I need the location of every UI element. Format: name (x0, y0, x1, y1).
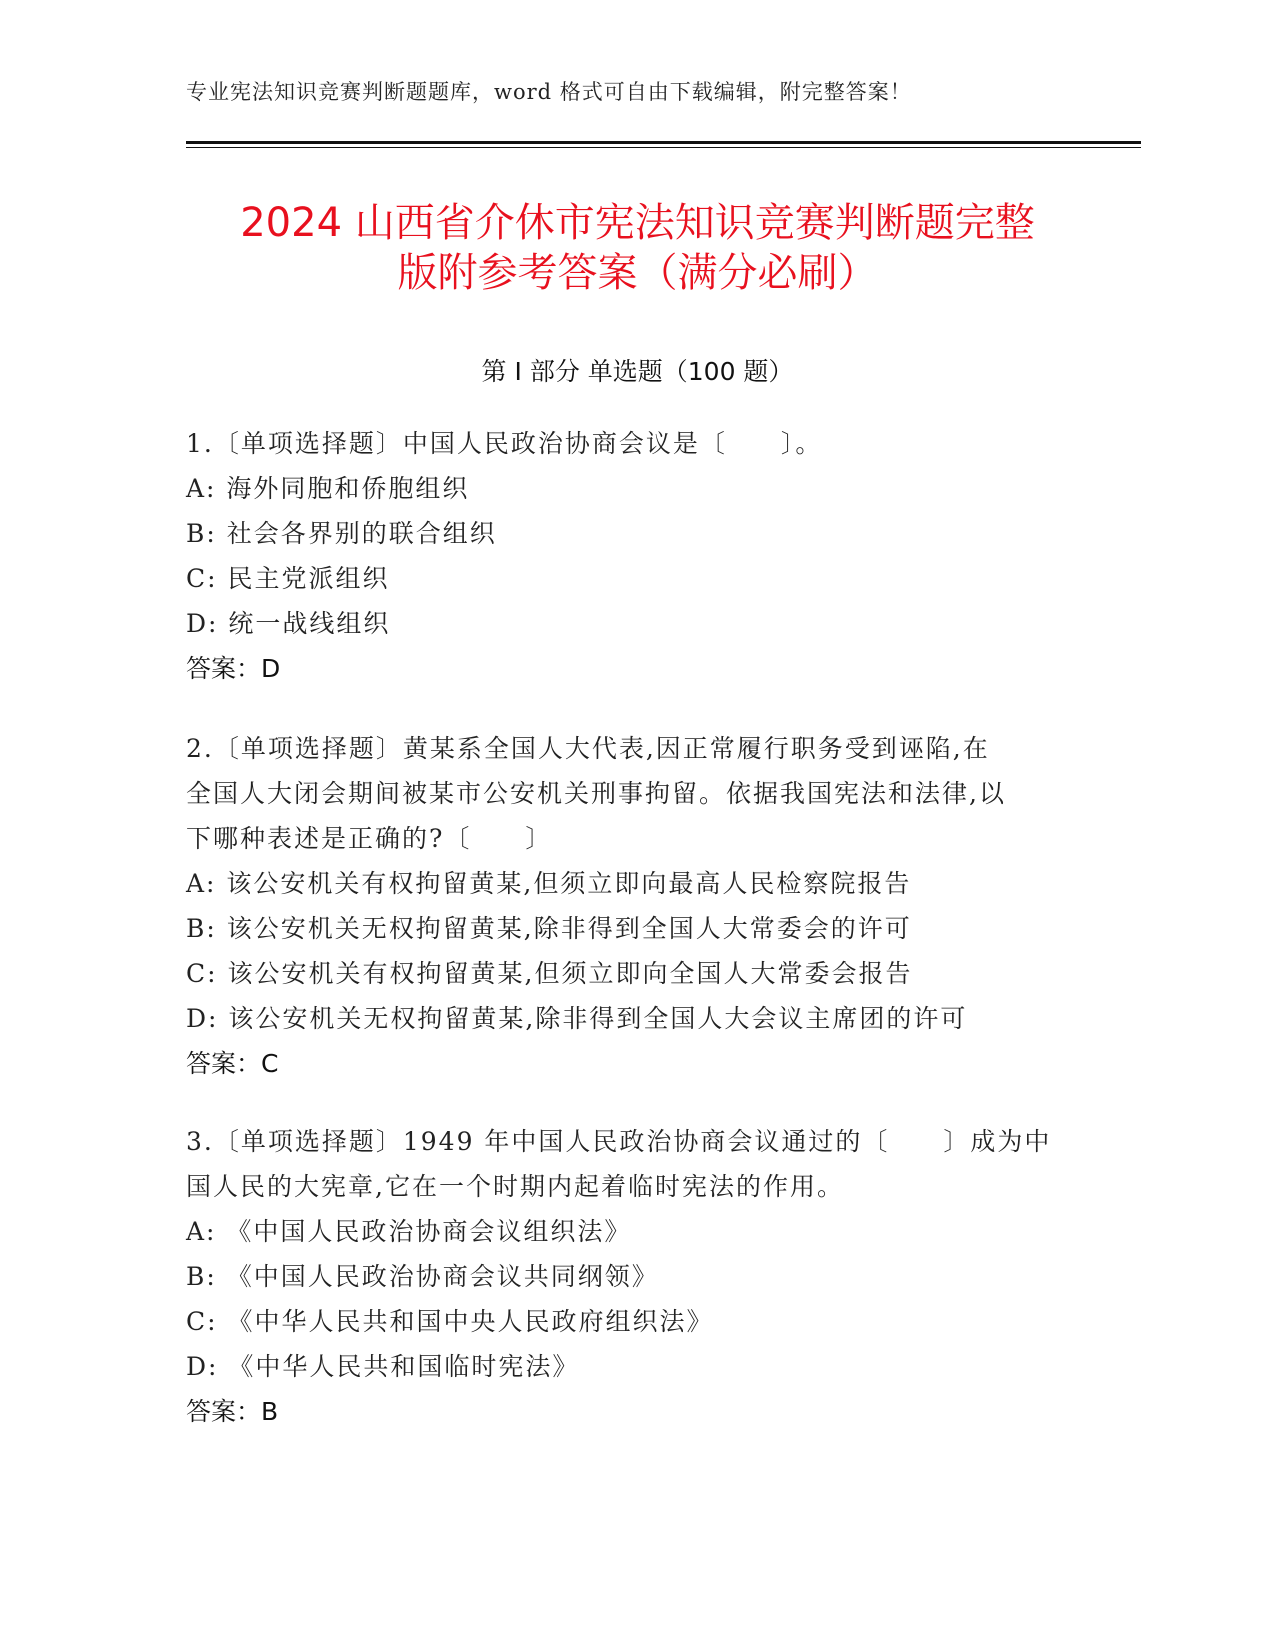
option-b: B: 社会各界别的联合组织 (186, 519, 497, 548)
answer-line: 答案：B (186, 1397, 279, 1426)
option-b: B: 该公安机关无权拘留黄某,除非得到全国人大常委会的许可 (186, 914, 912, 943)
option-c: C: 民主党派组织 (186, 564, 390, 593)
answer-line: 答案：D (186, 654, 281, 683)
option-a: A: 海外同胞和侨胞组织 (186, 474, 470, 503)
question-stem-line: 国人民的大宪章,它在一个时期内起着临时宪法的作用。 (186, 1172, 844, 1201)
option-d: D: 该公安机关无权拘留黄某,除非得到全国人大会议主席团的许可 (186, 1004, 968, 1033)
option-c: C: 《中华人民共和国中央人民政府组织法》 (186, 1307, 714, 1336)
answer-line: 答案：C (186, 1049, 279, 1078)
question-stem-line: 3.〔单项选择题〕1949 年中国人民政治协商会议通过的〔 〕成为中 (186, 1127, 1052, 1156)
question-3 (186, 1119, 1086, 1434)
question-stem-line: 1.〔单项选择题〕中国人民政治协商会议是〔 〕。 (186, 429, 823, 458)
question-stem-line: 2.〔单项选择题〕黄某系全国人大代表,因正常履行职务受到诬陷,在 (186, 734, 990, 763)
header-note: 专业宪法知识竞赛判断题题库，word 格式可自由下载编辑，附完整答案！ (186, 80, 912, 104)
question-stem-line: 全国人大闭会期间被某市公安机关刑事拘留。依据我国宪法和法律,以 (186, 779, 1006, 808)
option-c: C: 该公安机关有权拘留黄某,但须立即向全国人大常委会报告 (186, 959, 913, 988)
question-2 (186, 726, 1086, 1086)
option-b: B: 《中国人民政治协商会议共同纲领》 (186, 1262, 659, 1291)
question-1 (186, 421, 1086, 691)
option-a: A: 《中国人民政治协商会议组织法》 (186, 1217, 632, 1246)
header-rule-thick (186, 141, 1141, 144)
option-d: D: 统一战线组织 (186, 609, 391, 638)
document-title-line-1: 2024 山西省介休市宪法知识竞赛判断题完整 (240, 200, 1035, 246)
question-stem-line: 下哪种表述是正确的?〔 〕 (186, 824, 553, 853)
option-d: D: 《中华人民共和国临时宪法》 (186, 1352, 580, 1381)
document-title-line-2: 版附参考答案（满分必刷） (397, 250, 878, 296)
header-rule-thin (186, 147, 1141, 148)
section-title: 第 I 部分 单选题（100 题） (481, 357, 794, 386)
option-a: A: 该公安机关有权拘留黄某,但须立即向最高人民检察院报告 (186, 869, 912, 898)
document-title (150, 198, 1125, 298)
